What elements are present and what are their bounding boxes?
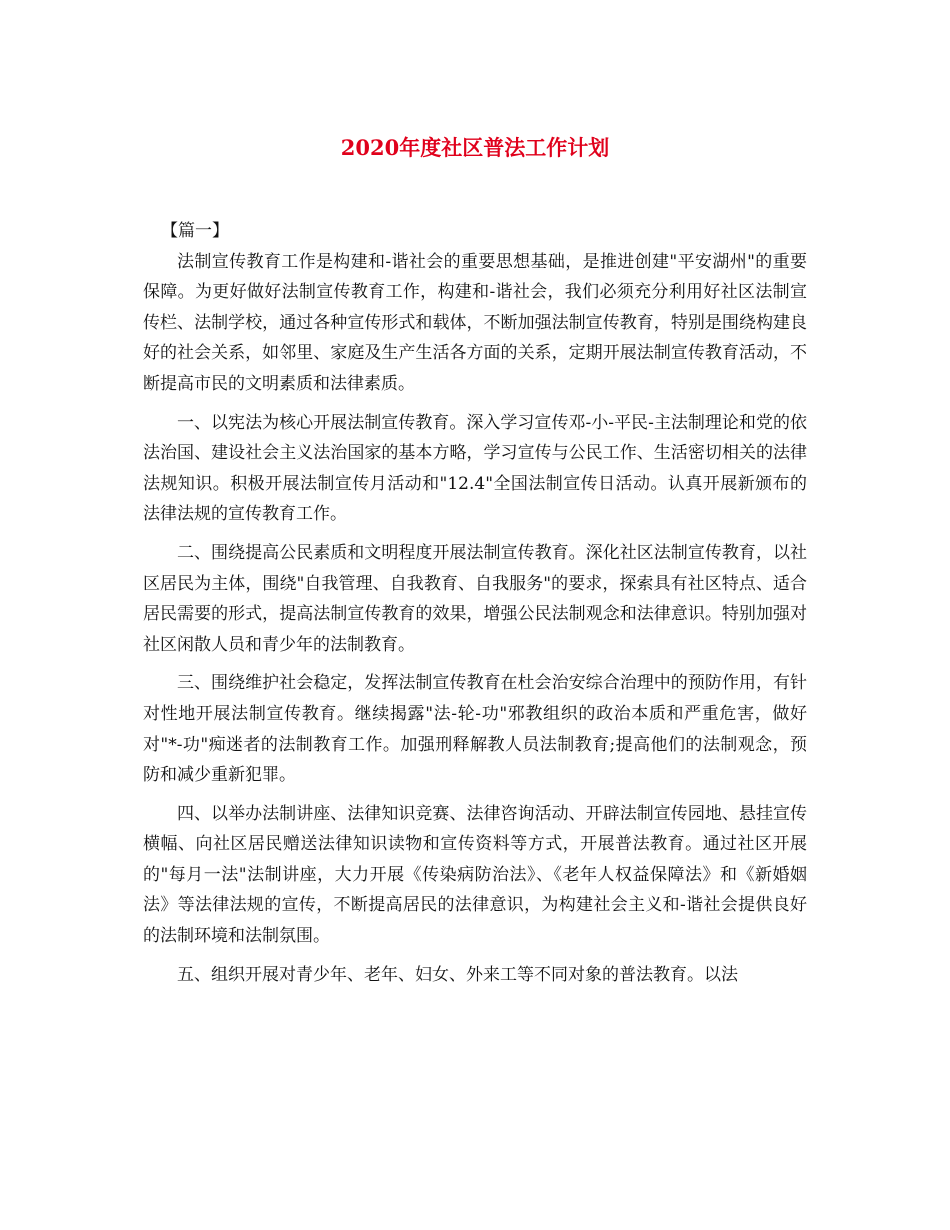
document-title: 2020年度社区普法工作计划 [340, 135, 610, 160]
document-body [143, 216, 807, 998]
section-label: 【篇一】 [161, 221, 229, 241]
paragraph-intro: 法制宣传教育工作是构建和-谐社会的重要思想基础，是推进创建"平安湖州"的重要保障。为更好做好法制宣传教育工作，构建和-谐社会，我们必须充分利用好社区法制宣传栏、法制学校，通过各种宣传形式和载体，不断加强法制宣传教育，特别是围绕构建良好的社会关系，如邻里、家庭及生产生活各方面的关系，定期开展法制宣传教育活动，不断提高市民的文明素质和法律素质。 [143, 251, 807, 394]
paragraph-item-5: 五、组织开展对青少年、老年、妇女、外来工等不同对象的普法教育。以法 [177, 964, 738, 985]
paragraph-item-3: 三、围绕维护社会稳定，发挥法制宣传教育在杜会治安综合治理中的预防作用，有针对性地开展法制宣传教育。继续揭露"法-轮-功"邪教组织的政治本质和严重危害，做好对"*-功"痴迷者的法制教育工作。加强刑释解教人员法制教育;提高他们的法制观念，预防和减少重新犯罪。 [143, 673, 807, 786]
paragraph-item-2: 二、围绕提高公民素质和文明程度开展法制宣传教育。深化社区法制宣传教育，以社区居民为主体，围绕"自我管理、自我教育、自我服务"的要求，探索具有社区特点、适合居民需要的形式，提高法制宣传教育的效果，增强公民法制观念和法律意识。特别加强对社区闲散人员和青少年的法制教育。 [143, 542, 807, 655]
paragraph-item-1: 一、以宪法为核心开展法制宣传教育。深入学习宣传邓-小-平民-主法制理论和党的依法治国、建设社会主义法治国家的基本方略，学习宣传与公民工作、生活密切相关的法律法规知识。积极开展法制宣传月活动和"12.4"全国法制宣传日活动。认真开展新颁布的法律法规的宣传教育工作。 [143, 412, 807, 525]
paragraph-item-4: 四、以举办法制讲座、法律知识竞赛、法律咨询活动、开辟法制宣传园地、悬挂宣传横幅、向社区居民赠送法律知识读物和宣传资料等方式，开展普法教育。通过社区开展的"每月一法"法制讲座，大力开展《传染病防治法》、《老年人权益保障法》和《新婚姻法》等法律法规的宣传，不断提高居民的法律意识，为构建社会主义和-谐社会提供良好的法制环境和法制氛围。 [143, 803, 807, 947]
